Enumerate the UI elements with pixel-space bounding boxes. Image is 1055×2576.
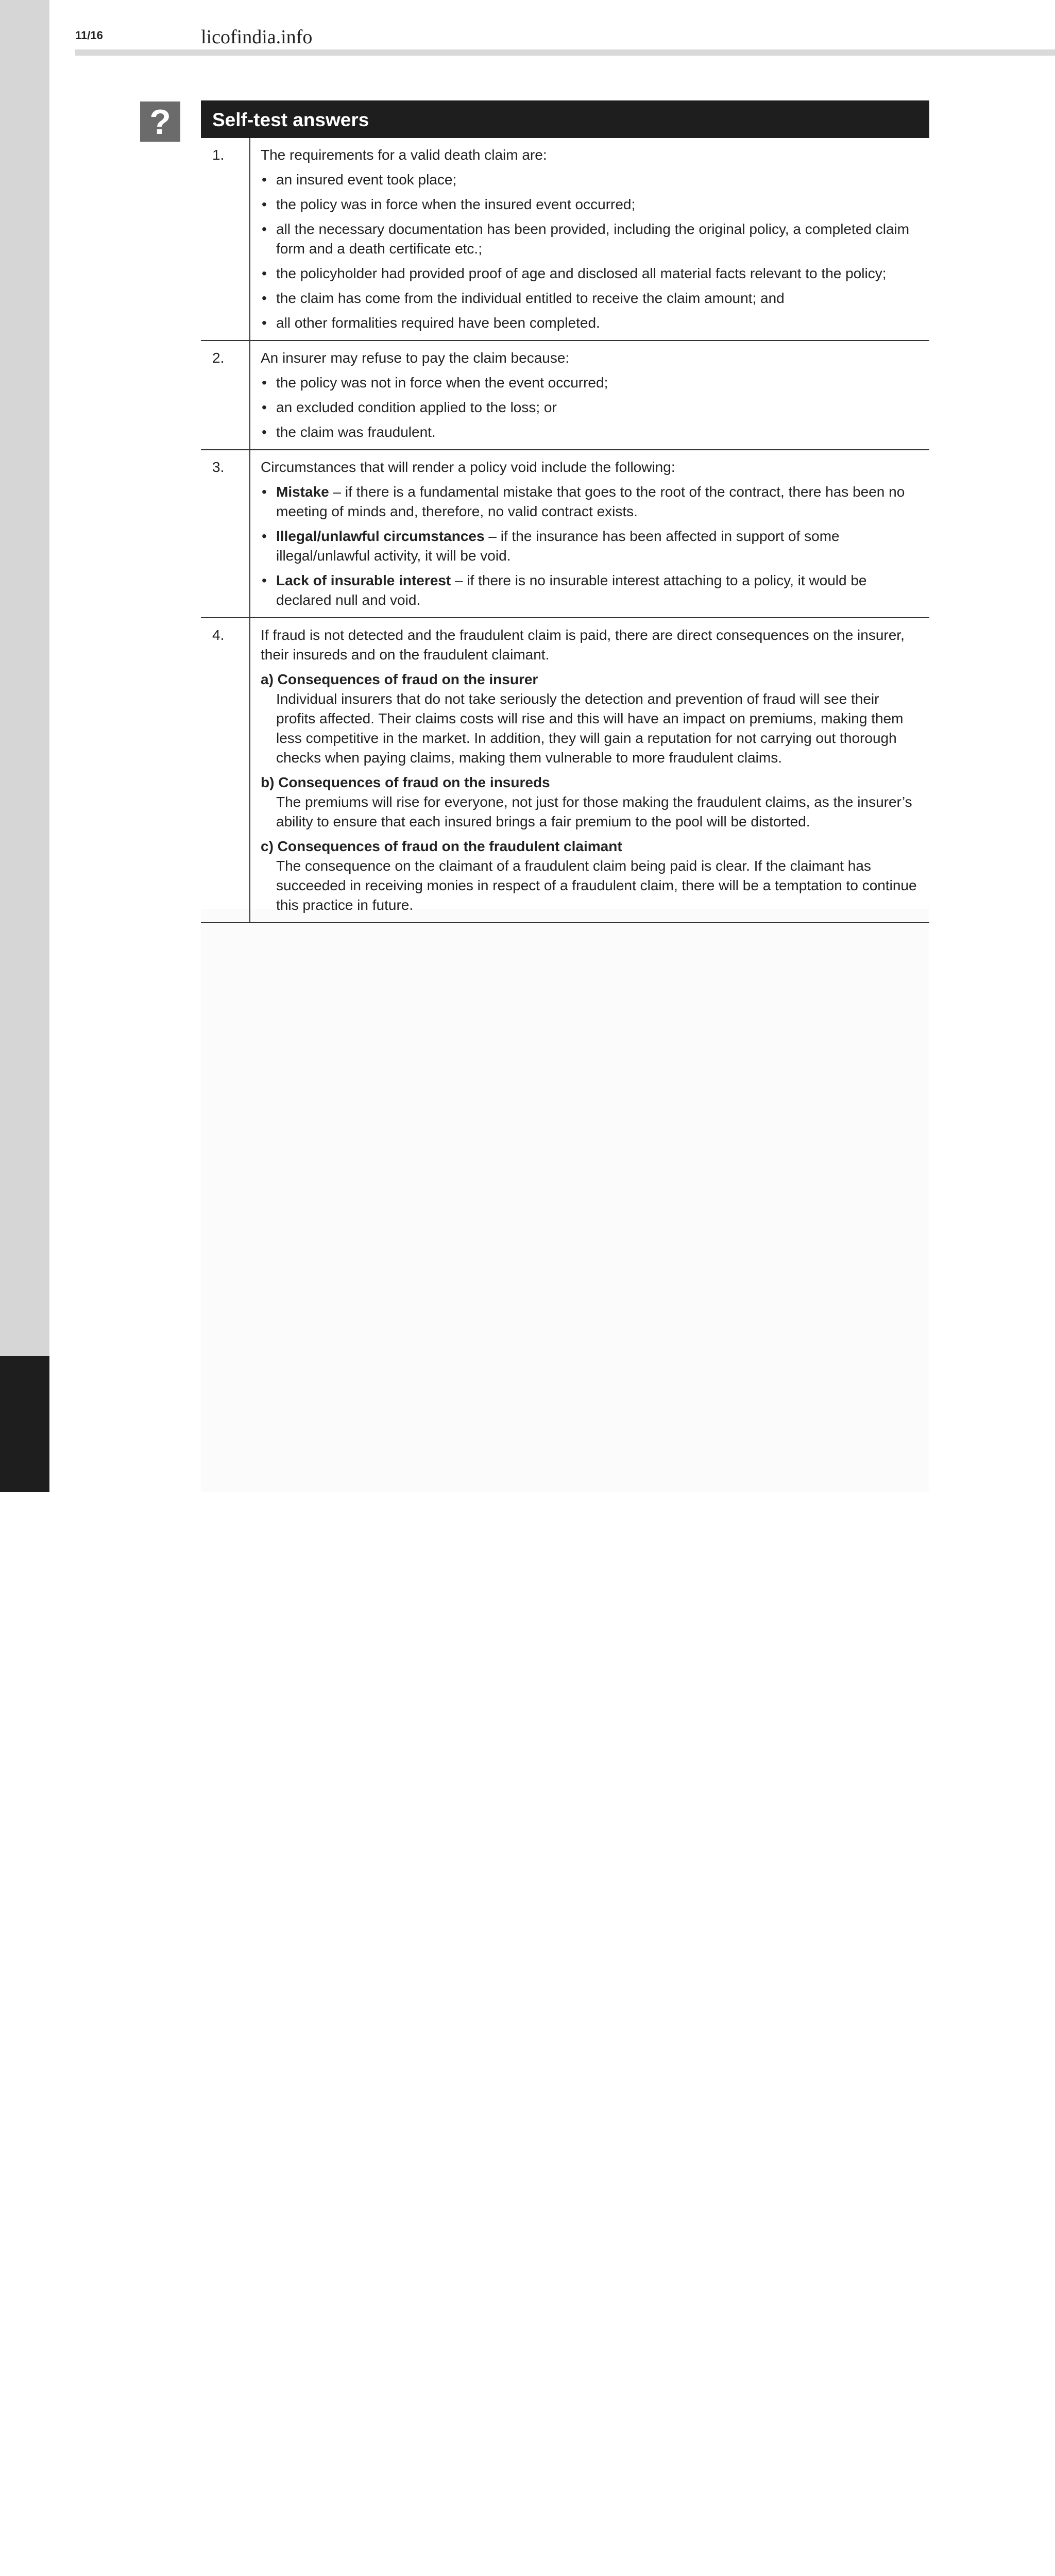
answer-number: 4. — [201, 618, 250, 922]
bullet-item: • an excluded condition applied to the loss; or — [261, 398, 920, 417]
consequence-heading: c) Consequences of fraud on the fraudulent claimant — [261, 838, 622, 854]
consequence-text: The premiums will rise for everyone, not just for those making the fraudulent claims, as the insurer’s ability to ensure that each insured brings a fair premium to the pool will be distorted. — [276, 794, 912, 829]
consequence-text: The consequence on the claimant of a fraudulent claim being paid is clear. If the claimant has succeeded in receiving monies in respect of a fraudulent claim, there will be a temptation to continue this practice in future. — [276, 858, 917, 913]
bullet-term: Mistake — [276, 484, 329, 500]
answer-body — [250, 341, 929, 449]
page-number: 11/16 — [75, 29, 103, 42]
chapter-sidebar — [0, 0, 49, 1492]
answer-row — [201, 450, 929, 618]
bullet-item: • the claim was fraudulent. — [261, 422, 920, 442]
bullet-term: Illegal/unlawful circumstances — [276, 528, 485, 544]
answer-row — [201, 618, 929, 923]
bullet-list — [261, 482, 920, 610]
bullet-text: – if there is a fundamental mistake that goes to the root of the contract, there has been no meeting of minds and, therefore, no valid contract exists. — [276, 484, 905, 519]
answer-intro: An insurer may refuse to pay the claim because: — [261, 350, 570, 366]
consequence-item — [261, 773, 920, 832]
consequence-item — [261, 670, 920, 768]
bullet-item: • an insured event took place; — [261, 170, 920, 190]
bullet-term: Lack of insurable interest — [276, 572, 451, 588]
answer-body — [250, 450, 929, 617]
consequence-heading: b) Consequences of fraud on the insureds — [261, 774, 550, 790]
answer-intro: If fraud is not detected and the fraudulent claim is paid, there are direct consequences on the insurer, their insureds and on the fraudulent claimant. — [261, 627, 905, 663]
bullet-item — [261, 482, 920, 521]
answer-intro: The requirements for a valid death claim are: — [261, 147, 547, 163]
answer-number: 3. — [201, 450, 250, 617]
chapter-tab — [0, 1356, 49, 1492]
answer-number: 2. — [201, 341, 250, 449]
bullet-item: • the claim has come from the individual entitled to receive the claim amount; and — [261, 289, 920, 308]
bullet-text: – if there is no insurable interest attaching to a policy, it would be declared null and void. — [276, 572, 867, 608]
question-mark-icon: ? — [140, 101, 180, 142]
consequence-item — [261, 837, 920, 915]
consequence-heading: a) Consequences of fraud on the insurer — [261, 671, 538, 687]
answer-body — [250, 618, 929, 922]
bullet-item: • the policy was in force when the insured event occurred; — [261, 195, 920, 214]
bullet-item — [261, 527, 920, 566]
answer-row — [201, 138, 929, 341]
bullet-list — [261, 170, 920, 333]
self-test-answers-box — [201, 100, 929, 923]
bullet-text: – if the insurance has been affected in support of some illegal/unlawful activity, it will be void. — [276, 528, 840, 564]
answer-row — [201, 341, 929, 450]
header-rule — [75, 49, 1055, 56]
consequence-text: Individual insurers that do not take seriously the detection and prevention of fraud will see their profits affected. Their claims costs will rise and this will have an impact on premiums, making them less competitive in the market. In addition, they will gain a reputation for not carrying out thorough checks when paying claims, making them vulnerable to more fraudulent claims. — [276, 691, 904, 766]
box-title: Self-test answers — [201, 100, 929, 138]
bullet-item: • the policy was not in force when the event occurred; — [261, 373, 920, 393]
bullet-list — [261, 373, 920, 442]
answer-intro: Circumstances that will render a policy void include the following: — [261, 459, 675, 475]
answer-body — [250, 138, 929, 340]
bullet-item — [261, 571, 920, 610]
site-name: licofindia.info — [201, 26, 313, 48]
bullet-item: • all other formalities required have been completed. — [261, 313, 920, 333]
content-background — [201, 909, 929, 1492]
answer-number: 1. — [201, 138, 250, 340]
bullet-item: • all the necessary documentation has been provided, including the original policy, a completed claim form and a death certificate etc.; — [261, 219, 920, 259]
bullet-item: • the policyholder had provided proof of age and disclosed all material facts relevant to the policy; — [261, 264, 920, 283]
